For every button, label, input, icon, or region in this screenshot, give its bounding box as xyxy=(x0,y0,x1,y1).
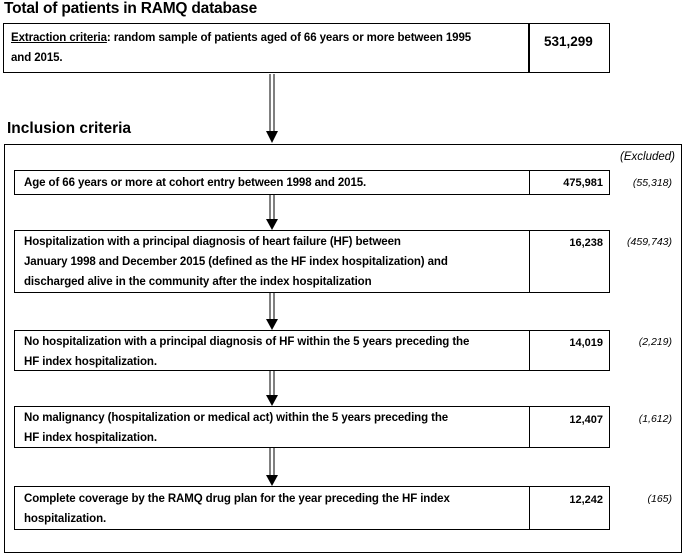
excluded-count-5: (165) xyxy=(647,493,672,505)
main-flow-arrow xyxy=(266,74,278,143)
database-title: Total of patients in RAMQ database xyxy=(4,0,257,17)
inclusion-title: Inclusion criteria xyxy=(7,120,132,137)
criterion-text-1: Age of 66 years or more at cohort entry between 1998 and 2015. xyxy=(24,177,367,189)
excluded-count-2: (459,743) xyxy=(627,236,672,248)
criterion-text-4: No malignancy (hospitalization or medical act) within the 5 years preceding the HF index hospitalization. xyxy=(24,412,449,444)
step-arrow-3 xyxy=(266,371,278,406)
excluded-count-3: (2,219) xyxy=(638,336,672,348)
criterion-count-3: 14,019 xyxy=(569,337,603,349)
criterion-text-3: No hospitalization with a principal diagnosis of HF within the 5 years preceding the HF index hospitalization. xyxy=(24,336,470,368)
criterion-count-1: 475,981 xyxy=(563,177,603,189)
extraction-line1: : random sample of patients aged of 66 years or more between 1995 xyxy=(106,32,472,44)
extraction-line2: and 2015. xyxy=(11,52,63,64)
criterion-count-4: 12,407 xyxy=(569,414,603,426)
step-arrow-2 xyxy=(266,293,278,330)
criterion-text-2: Hospitalization with a principal diagnosis of heart failure (HF) between January 1998 and December 2015 (defined as the HF index hospitalization) and discharged alive in the community after the index hospitalization xyxy=(24,236,448,288)
extraction-label: Extraction criteria xyxy=(11,32,107,44)
total-count: 531,299 xyxy=(544,34,593,49)
excluded-header: (Excluded) xyxy=(620,151,675,163)
step-arrow-4 xyxy=(266,448,278,486)
criterion-text-5: Complete coverage by the RAMQ drug plan for the year preceding the HF index hospitalization. xyxy=(24,493,450,525)
criterion-count-5: 12,242 xyxy=(569,494,603,506)
excluded-count-4: (1,612) xyxy=(638,413,672,425)
excluded-count-1: (55,318) xyxy=(632,177,672,189)
criterion-count-2: 16,238 xyxy=(569,237,603,249)
step-arrow-1 xyxy=(266,195,278,230)
